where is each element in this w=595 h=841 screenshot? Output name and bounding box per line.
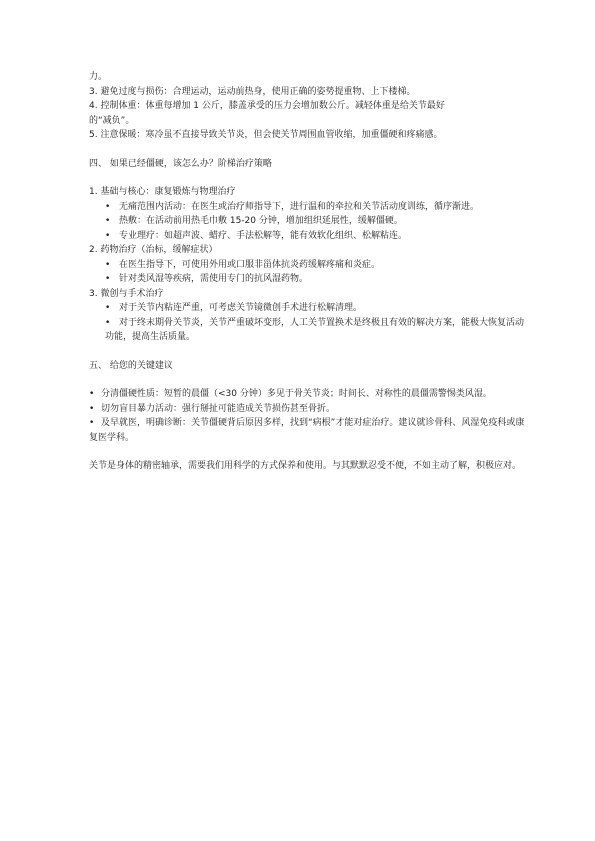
bullet-glyph: •	[105, 259, 111, 270]
bullet-item: • 在医生指导下，可使用外用或口服非甾体抗炎药缓解疼痛和炎症。	[89, 258, 529, 273]
section-4-title: 四、 如果已经僵硬，该怎么办？阶梯治疗策略	[89, 158, 272, 169]
advice-item: • 切勿盲目暴力活动：强行掰扯可能造成关节损伤甚至骨折。	[89, 402, 529, 417]
closing-paragraph: 关节是身体的精密轴承，需要我们用科学的方式保养和使用。与其默默忍受不便，不如主动了解，积极应对。	[89, 461, 522, 471]
bullet-glyph: •	[105, 230, 111, 241]
advice-item: • 分清僵硬性质：短暂的晨僵（<30 分钟）多见于骨关节炎；时间长、对称性的晨僵需警惕类风湿。	[89, 387, 529, 402]
section-4-item-2-label: 2. 药物治疗（治标，缓解症状）	[89, 245, 218, 255]
advice-item: • 及早就医，明确诊断：关节僵硬背后原因多样，找到“病根”才能对症治疗。建议就诊骨科、风湿免疫科或康复医学科。	[89, 418, 525, 443]
bullet-glyph: •	[105, 274, 111, 284]
bullet-glyph: •	[89, 403, 95, 414]
bullet-glyph: •	[105, 216, 111, 226]
bullet-glyph: •	[105, 201, 111, 212]
section-4-item-1-label: 1. 基础与核心：康复锻炼与物理治疗	[89, 187, 236, 197]
bullet-glyph: •	[89, 418, 95, 428]
bullet-item: • 专业理疗：如超声波、蜡疗、手法松解等，能有效软化组织、松解粘连。	[89, 229, 529, 244]
bullet-item: • 热敷：在活动前用热毛巾敷 15-20 分钟，增加组织延展性，缓解僵硬。	[89, 214, 529, 229]
intro-line: 的“减负”。	[89, 115, 135, 126]
section-5-title: 五、 给您的关键建议	[89, 360, 173, 371]
intro-line: 5. 注意保暖：寒冷虽不直接导致关节炎，但会使关节周围血管收缩，加重僵硬和疼痛感。	[89, 130, 443, 140]
bullet-item: • 无痛范围内活动：在医生或治疗师指导下，进行温和的牵拉和关节活动度训练，循序渐进。	[89, 200, 529, 215]
intro-line: 3. 避免过度与损伤：合理运动，运动前热身，使用正确的姿势提重物、上下楼梯。	[89, 86, 416, 97]
section-4-item-3-label: 3. 微创与手术治疗	[89, 288, 164, 299]
bullet-item: • 针对类风湿等疾病，需使用专门的抗风湿药物。	[89, 272, 529, 287]
bullet-glyph: •	[89, 389, 95, 399]
document-body	[89, 70, 529, 474]
bullet-item: • 对于关节内粘连严重，可考虑关节镜微创手术进行松解清理。	[89, 301, 529, 316]
intro-paragraph	[89, 70, 529, 143]
intro-line: 力。	[89, 72, 108, 82]
bullet-glyph: •	[105, 303, 111, 313]
bullet-item: • 对于终末期骨关节炎，关节严重破坏变形，人工关节置换术是终极且有效的解决方案，能极大恢复活动功能，提高生活质量。	[105, 317, 525, 342]
bullet-glyph: •	[105, 317, 111, 328]
intro-line: 4. 控制体重：体重每增加 1 公斤，膝盖承受的压力会增加数公斤。减轻体重是给关节最好	[89, 101, 445, 111]
